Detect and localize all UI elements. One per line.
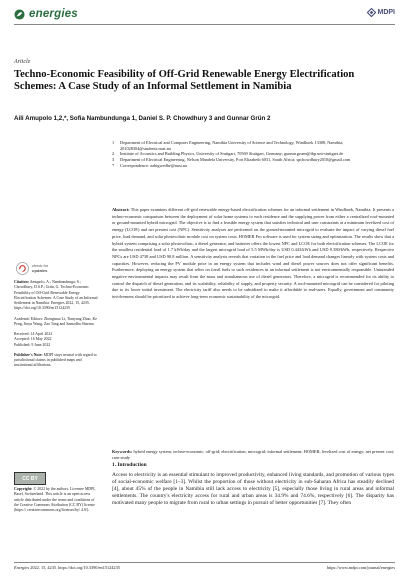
refresh-icon	[16, 262, 29, 275]
section-heading: 1. Introduction	[112, 462, 147, 468]
keywords	[112, 449, 394, 462]
affiliation-item	[112, 140, 392, 151]
cc-license-label: CC BY	[22, 475, 38, 482]
cc-by-license-badge[interactable]	[14, 472, 46, 485]
academic-editors: Academic Editors: Zhengmao Li, Tianyang Zhao, Ke Peng, Jinyu Wang, Zao Tang and Samodha Sharma	[14, 316, 97, 326]
affiliations	[112, 140, 392, 169]
citation-text: Amupolo, A.; Nambundunga, S.; Chowdhury, D.S.P.; Grün, G. Techno-Economic Feasibility of Off-Grid Renewable Energy Electrification Schemes: A Case Study of an Informal Settlement in Namibia. Energies 2022, 15, 4235. https://doi.org/10.3390/en15124235	[14, 280, 98, 311]
article-type: Article	[14, 59, 31, 65]
affiliation-text: Department of Electrical and Computer Engineering, Namibia University of Science and Technology, Windhoek 13388, Namibia; 201028304@students.nust.na	[120, 140, 344, 151]
publisher-note	[14, 353, 100, 369]
affiliation-text: Institute of Acoustics and Building Physics, University of Stuttgart, 70569 Stuttgart, Germany; gunnar.gruen@ibp.uni-stuttgart.de	[120, 151, 344, 157]
paper-title: Techno-Economic Feasibility of Off-Grid Renewable Energy Electrification Schemes: A Case Study of an Informal Settlement in Namibia	[14, 69, 355, 92]
copyright-text: © 2022 by the authors. Licensee MDPI, Basel, Switzerland. This article is an open access article distributed under the terms and conditions of the Creative Commons Attribution (CC BY) license (https:// creativecommons.org/licenses/by/ 4.0/).	[14, 487, 96, 512]
affiliation-number: 3	[112, 157, 115, 163]
published-date: Published: 9 June 2022	[14, 342, 51, 347]
abstract-text: This paper examines different off-grid renewable energy-based electrification schemes for an informal settlement in Windhoek, Namibia. It presents a techno-economic comparison between the deployment of solar home systems to each residence and the supplying power from either a centralized roof-mounted or ground-mounted hybrid microgrid. The objective is to find a feasible energy system that satisfies technical and user constraints at a minimum levelized cost of energy (LCOE) and net present cost (NPC). Sensitivity analyses are performed on the ground-mounted microgrid to evaluate the impact of varying diesel fuel price, load demand, and solar photovoltaic module cost on system costs. HOMER Pro software is used for system sizing and optimization. The results show that a hybrid system comprising a solar photovoltaic, a diesel generator, and batteries offers the lowest NPC and LCOE for both electrification schemes. The LCOE for the smallest residential load of 1.7 kWh/day and the largest microgrid load of 5.5 MWh/day is USD 0.443/kWh and USD 0.380/kWh, respectively. Respective NPCs are USD 4738 and USD 90.8 million. A sensitivity analysis reveals that variation in the fuel price and load demand changes linearly with system costs and capacities. However, reducing the PV module price in an energy system that includes wind and diesel power sources does not offer significant benefits. Furthermore, deploying an energy system that relies on fossil fuels to such residences in an informal settlement is not environmentally responsible. Unintended negative environmental impacts may result from the mass and simultaneous use of diesel generators. Therefore, a microgrid is recommended for its ability to control the dispatch of diesel generation, and its scalability, reliability of supply, and property security. A roof-mounted microgrid can be considered for piloting due to its lower initial investment. The electricity tariff also needs to be subsidized to make it affordable to end-users. Equally, government and community involvement should be prioritized to achieve long-term economic sustainability of the microgrid.	[112, 207, 394, 300]
citation-label: Citation:	[14, 280, 29, 284]
publisher-name: MDPI	[377, 9, 395, 16]
publisher-note-label: Publisher's Note:	[14, 352, 43, 357]
header-divider	[14, 24, 395, 25]
keywords-text: hybrid energy system; techno-economic; off-grid; electrification; microgrid; informal settlement; HOMER; levelized cost of energy; net present cost; case study	[112, 449, 395, 461]
keywords-label: Keywords:	[112, 449, 133, 454]
journal-leaf-icon	[14, 9, 25, 20]
footer-citation[interactable]	[14, 565, 120, 570]
author-list	[14, 115, 270, 122]
mdpi-icon	[367, 8, 376, 17]
sidebar-metadata	[14, 280, 100, 374]
affiliation-number: 2	[112, 151, 115, 157]
abstract-label: Abstract:	[112, 207, 130, 212]
correspondence-text: Correspondence: aabigwedhe@nust.na	[120, 162, 187, 168]
correspondence	[112, 163, 392, 169]
footer-journal-url[interactable]: https://www.mdpi.com/journal/energies	[326, 565, 395, 570]
affiliation-number: 1	[112, 140, 115, 145]
introduction-paragraph: Access to electricity is an essential stimulant to improved productivity, enhanced living standards, and promotion of various types of social-economic welfare [1–3]. Whilst the proportion of those without electricity in sub-Saharan Africa has steadily declined [4], about 45% of the people in Namibia still lack access to electricity [5], especially those living in rural areas and informal settlements. The country's electricity access for rural and urban areas is 34.9% and 74.6%, respectively [6]. The disparity has motivated many people to migrate from rural to urban settings in pursuit of better opportunities [7]. They often	[112, 472, 394, 506]
copyright-notice	[14, 487, 100, 513]
abstract	[112, 207, 394, 301]
publisher-note-text: MDPI stays neutral with regard to jurisdictional claims in published maps and institutional affiliations.	[14, 352, 97, 368]
affiliation-number: *	[112, 162, 115, 168]
check-updates-line2: updates	[32, 267, 48, 273]
citation-block	[14, 280, 100, 312]
accepted-date: Accepted: 16 May 2022	[14, 337, 52, 342]
publisher-logo[interactable]	[367, 8, 396, 17]
affiliation-text: Department of Electrical Engineering, Nelson Mandela University, Port Elizabeth 6031, South Africa; spchowdhury2010@gmail.com	[120, 157, 351, 163]
footer-divider	[14, 562, 395, 563]
copyright-label: Copyright:	[14, 487, 33, 491]
journal-name: energies	[29, 8, 78, 20]
footer-doi: 2022, 15, 4235. https://doi.org/10.3390/en15124235	[30, 565, 120, 570]
received-date: Received: 14 April 2022	[14, 332, 53, 336]
author-names: Aili Amupolo 1,2,*, Sofia Nambundunga 1, Daniel S. P. Chowdhury 3 and Gunnar Grün 2	[14, 115, 271, 122]
footer-journal: Energies	[14, 565, 30, 570]
check-for-updates-badge[interactable]	[16, 262, 48, 275]
dates-block	[14, 332, 100, 348]
journal-logo[interactable]	[14, 7, 78, 21]
check-updates-line1: check for	[32, 263, 49, 268]
